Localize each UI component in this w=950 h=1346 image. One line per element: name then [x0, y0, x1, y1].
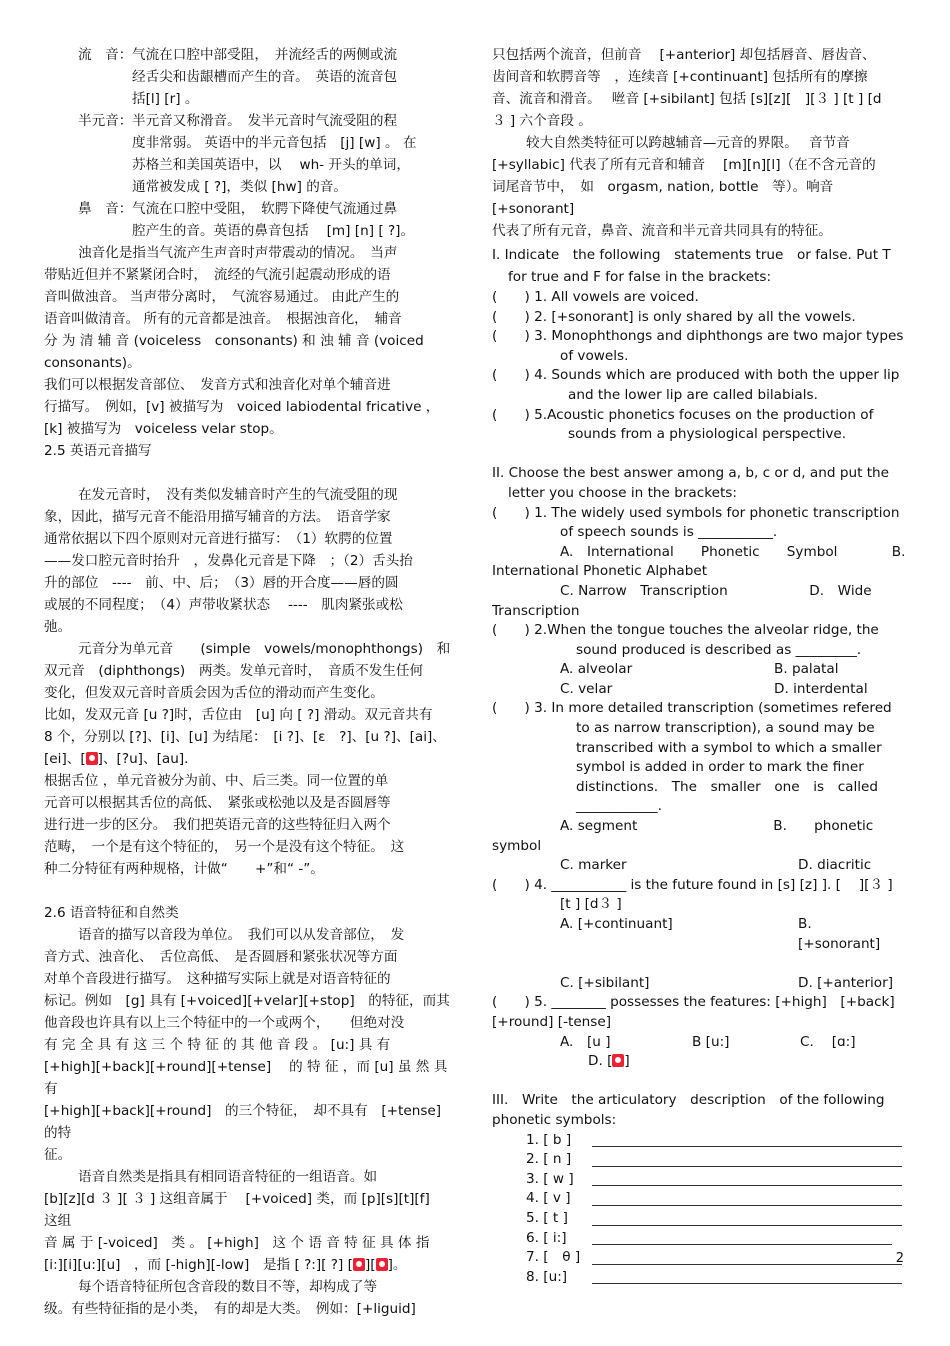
answer-line-row: [492, 1248, 906, 1268]
text-line: 标记。例如 [g] 具有 [+voiced][+velar][+stop] 的特征，而其: [44, 993, 450, 1009]
text-line: [ei]、[ ]、[?u]、[au].: [44, 751, 189, 767]
mc-option: A. segment B. phonetic: [560, 818, 874, 835]
answer-line-row: [492, 1209, 906, 1229]
text-line: ３ ] 六个音段 。: [492, 113, 592, 129]
answer-line[interactable]: [592, 1264, 902, 1265]
mc-question-cont: transcribed with a symbol to which a smaller: [576, 739, 882, 756]
mc-option: D. diacritic: [798, 857, 872, 874]
text-line: 语音的描写以音段为单位。 我们可以从发音部位， 发: [78, 927, 405, 943]
tf-question: ( ) 4. Sounds which are produced with both the upper lip: [492, 367, 900, 384]
mc-option: C. velar: [560, 680, 613, 697]
paragraph-continuant: [492, 44, 906, 132]
answer-line[interactable]: [592, 1185, 902, 1186]
text-line: 弛。: [44, 619, 72, 635]
text-line: 8 个，分别以 [?]、[i]、[u] 为结尾： [i ?]、[ε ?]、[u ?]、[ai]、: [44, 729, 446, 745]
mc-question-cont: symbol is added in order to mark the finer: [576, 759, 864, 776]
text-line: 比如，发双元音 [u ?]时，舌位由 [u] 向 [ ?] 滑动。双元音共有: [44, 707, 433, 723]
tf-question-cont: and the lower lip are called bilabials.: [568, 386, 818, 403]
paragraph-vowel-description: [44, 484, 456, 638]
text-line: 苏格兰和美国英语中，以 wh- 开头的单词，: [132, 157, 410, 173]
mc-option-row: [492, 680, 906, 700]
text-line: 经舌尖和齿龈槽而产生的音。 英语的流音包: [132, 69, 398, 85]
text-line: 我们可以根据发音部位、 发音方式和浊音化对单个辅音进: [44, 377, 391, 393]
phonetic-symbol: 4. [ v ]: [526, 1190, 571, 1207]
paragraph-describe: [44, 374, 456, 440]
text-line: consonants)。: [44, 355, 141, 371]
phonetic-symbol: 5. [ t ]: [526, 1209, 568, 1226]
mc-question-cont: distinctions. The smaller one is called: [576, 778, 879, 795]
text-line: 在发元音时， 没有类似发辅音时产生的气流受阻的现: [78, 487, 398, 503]
term-semivowel: [44, 110, 456, 198]
term-liquid: [44, 44, 456, 110]
mc-question-cont: of speech sounds is ___________.: [560, 524, 778, 541]
phonetic-symbol: 8. [u:]: [526, 1268, 568, 1285]
tf-question-cont: of vowels.: [560, 347, 629, 364]
text-line: 语音叫做清音。 所有的元音都是浊音。 根据浊音化， 辅音: [44, 311, 402, 327]
mc-option: A. alveolar: [560, 661, 633, 678]
mc-option: D. [ ]: [588, 1053, 630, 1070]
text-line: [+high][+back][+round] 的三个特征， 却不具有 [+tense] 的特: [44, 1103, 442, 1141]
paragraph-tongue-position: [44, 770, 456, 880]
text-line: ——发口腔元音时抬升 ，发鼻化元音是下降 ；（2）舌头抬: [44, 553, 413, 569]
text-line: 征。: [44, 1147, 72, 1163]
exercise-title: III. Write the articulatory description of the following: [492, 1092, 885, 1109]
text-line: 通常依据以下四个原则对元音进行描写： （1）软腭的位置: [44, 531, 393, 547]
text-line: 级。有些特征指的是小类， 有的却是大类。 例如：[+liguid]: [44, 1301, 416, 1317]
text-line: 只包括两个流音，但前音 [+anterior] 却包括唇音、唇齿音、: [492, 47, 876, 63]
mc-option-row: [492, 974, 906, 994]
paragraph-features: [44, 924, 456, 1166]
text-line: [+high][+back][+round][+tense] 的 特 征 ，而 [u] 虽 然 具 有: [44, 1059, 448, 1097]
mc-question-cont: [t ] [d３ ]: [560, 896, 622, 913]
text-line: 较大自然类特征可以跨越辅音—元音的界限。 音节音: [526, 135, 850, 151]
mc-option: C. [ɑ:]: [800, 1033, 856, 1050]
mc-option: A. [u ]: [560, 1033, 611, 1050]
broken-glyph-icon: [376, 1258, 388, 1271]
term-key: 鼻 音：: [78, 201, 133, 217]
mc-question-cont: to as narrow transcription), a sound may be: [576, 720, 875, 737]
answer-line[interactable]: [592, 1146, 902, 1147]
text-line: 行描写。 例如，[v] 被描写为 voiced labiodental fricative ，: [44, 399, 440, 415]
text-line: 音、流音和滑音。 咝音 [+sibilant] 包括 [s][z][ ][３ ] [t ] [d: [492, 91, 882, 107]
mc-option-row: [492, 856, 906, 876]
mc-option: A. [+continuant]: [560, 916, 673, 932]
mc-question-cont: ____________.: [576, 798, 662, 815]
text-line: [+syllabic] 代表了所有元音和辅音 [m][n][l]（在不含元音的: [492, 157, 876, 173]
text-line: 进行进一步的区分。 我们把英语元音的这些特征归入两个: [44, 817, 391, 833]
mc-option: International Phonetic Alphabet: [492, 563, 708, 580]
answer-line-row: [492, 1229, 906, 1249]
tf-question-cont: sounds from a physiological perspective.: [568, 426, 847, 443]
mc-question-cont: [+round] [-tense]: [492, 1013, 612, 1030]
term-key: 半元音：: [78, 113, 133, 129]
text-line: 度非常弱。 英语中的半元音包括 [j] [w] 。 在: [132, 135, 417, 151]
text-line: 齿间音和软腭音等 ，连续音 [+continuant] 包括所有的摩擦: [492, 69, 868, 85]
text-line: 元音可以根据其舌位的高低、 紧张或松弛以及是否圆唇等: [44, 795, 391, 811]
text-line: [k] 被描写为 voiceless velar stop。: [44, 421, 283, 437]
text-line: 每个语音特征所包含音段的数目不等，却构成了等: [78, 1279, 378, 1295]
mc-option: symbol: [492, 837, 542, 854]
mc-option: B. [+sonorant]: [798, 916, 881, 952]
paragraph-natural-class: [44, 1166, 456, 1276]
text-line: 分 为 清 辅 音 (voiceless consonants) 和 浊 辅 音 (voiced: [44, 333, 424, 349]
text-line: 浊音化是指当气流产生声音时声带震动的情况。 当声: [78, 245, 398, 261]
mc-option: D. interdental: [774, 680, 868, 697]
text-line: 他音段也许具有以上三个特征中的一个或两个， 但绝对没: [44, 1015, 405, 1031]
text-line: 语音自然类是指具有相同语音特征的一组语音。如: [78, 1169, 378, 1185]
mc-option: Transcription: [492, 602, 580, 619]
exercise-part-3: [492, 1091, 906, 1287]
mc-option: B [u:]: [692, 1033, 730, 1050]
mc-option: A. International Phonetic Symbol B.: [560, 543, 906, 560]
mc-option: C. marker: [560, 857, 627, 874]
text-line: [b][z][d ３ ][ ３ ] 这组音属于 [+voiced] 类，而 [p][s][t][f] 这组: [44, 1191, 444, 1229]
answer-line-row: [492, 1189, 906, 1209]
tf-question: ( ) 3. Monophthongs and diphthongs are two major types: [492, 328, 904, 345]
right-column: [492, 44, 906, 1287]
text-line: [i:][i][u:][u] ，而 [-high][-low] 是指 [ ?:][ ?] [ ][ ]。: [44, 1257, 407, 1273]
text-line: 腔产生的音。英语的鼻音包括 [m] [n] [ ?]。: [132, 223, 415, 239]
page-number: 2: [895, 1251, 904, 1266]
text-line: 双元音 (diphthongs) 两类。发单元音时， 音质不发生任何: [44, 663, 424, 679]
exercise-title: phonetic symbols:: [492, 1111, 617, 1128]
answer-line[interactable]: [592, 1166, 902, 1167]
mc-question: ( ) 2.When the tongue touches the alveolar ridge, the: [492, 622, 879, 639]
text-line: 音方式、浊音化、 舌位高低、 是否圆唇和紧张状况等方面: [44, 949, 398, 965]
mc-option: D. [+anterior]: [798, 974, 894, 991]
text-line: 种二分特征有两种规格，计做“ +”和“ -”。: [44, 861, 324, 877]
mc-question: ( ) 5. ________ possesses the features: [+high] [+back]: [492, 994, 895, 1011]
text-line: 象，因此，描写元音不能沿用描写辅音的方法。 语音学家: [44, 509, 391, 525]
answer-line-row: [492, 1170, 906, 1190]
mc-option: C. [+sibilant]: [560, 974, 650, 991]
exercise-title: I. Indicate the following statements true or false. Put T: [492, 247, 891, 263]
text-line: 带贴近但并不紧紧闭合时， 流经的气流引起震动形成的语: [44, 267, 391, 283]
text-line: 变化，但发双元音时音质会因为舌位的滑动而产生变化。: [44, 685, 384, 701]
answer-line[interactable]: [592, 1283, 902, 1284]
section-heading-2-6: 2.6 语音特征和自然类: [44, 905, 179, 921]
text-line: 气流在口腔中受阻， 软腭下降使气流通过鼻: [132, 201, 398, 217]
paragraph-syllabic: [492, 132, 906, 242]
exercise-part-1: [492, 244, 906, 445]
section-heading-2-5: 2.5 英语元音描写: [44, 443, 152, 459]
exercise-part-2: [492, 464, 906, 1071]
mc-question: ( ) 3. In more detailed transcription (sometimes refered: [492, 700, 892, 717]
mc-option-row: [492, 1033, 906, 1053]
mc-option-row: [492, 660, 906, 680]
answer-line[interactable]: [592, 1205, 902, 1206]
text-line: 升的部位 ---- 前、中、后； （3）唇的开合度——唇的圆: [44, 575, 399, 591]
exercise-title: for true and F for false in the brackets:: [508, 269, 772, 285]
exercise-title: letter you choose in the brackets:: [508, 484, 737, 501]
text-line: 或展的不同程度； （4）声带收紧状态 ---- 肌肉紧张或松: [44, 597, 403, 613]
tf-question: ( ) 2. [+sonorant] is only shared by all the vowels.: [492, 308, 856, 325]
text-line: 音 属 于 [-voiced] 类 。 [+high] 这 个 语 音 特 征 具 体 指: [44, 1235, 430, 1251]
answer-line-row: [492, 1131, 906, 1151]
text-line: 通常被发成 [ ?]，类似 [hw] 的音。: [132, 179, 347, 195]
paragraph-count: [44, 1276, 456, 1320]
text-line: 范畴， 一个是有这个特征的， 另一个是没有这个特征。 这: [44, 839, 405, 855]
term-nasal: [44, 198, 456, 242]
answer-line-row: [492, 1268, 906, 1288]
left-column: [44, 44, 456, 1320]
exercise-title: II. Choose the best answer among a, b, c or d, and put the: [492, 465, 890, 482]
text-line: 半元音又称滑音。 发半元音时气流受阻的程: [132, 113, 398, 129]
text-line: 元音分为单元音 (simple vowels/monophthongs) 和: [78, 641, 451, 657]
text-line: 括[l] [r] 。: [132, 91, 199, 107]
text-line: 代表了所有元音，鼻音、流音和半元音共同具有的特征。: [492, 223, 832, 239]
answer-line[interactable]: [592, 1244, 892, 1245]
broken-glyph-icon: [612, 1054, 624, 1067]
answer-line-row: [492, 1150, 906, 1170]
text-line: 音叫做浊音。 当声带分离时， 气流容易通过。 由此产生的: [44, 289, 400, 305]
tf-question: ( ) 5.Acoustic phonetics focuses on the production of: [492, 406, 874, 423]
mc-question: ( ) 4. ___________ is the future found in [s] [z] ]. [ ][３ ]: [492, 876, 893, 893]
text-line: 词尾音节中， 如 orgasm, nation, bottle 等）。响音 [+sonorant]: [492, 179, 834, 217]
phonetic-symbol: 1. [ b ]: [526, 1131, 572, 1148]
text-line: 有 完 全 具 有 这 三 个 特 征 的 其 他 音 段 。 [u:] 具 有: [44, 1037, 391, 1053]
text-line: 气流在口腔中部受阻， 并流经舌的两侧或流: [132, 47, 398, 63]
text-line: 对单个音段进行描写。 这种描写实际上就是对语音特征的: [44, 971, 391, 987]
paragraph-voicing: [44, 242, 456, 374]
mc-option: C. Narrow Transcription D. Wide: [560, 582, 872, 599]
mc-question: ( ) 1. The widely used symbols for phonetic transcription: [492, 504, 900, 521]
phonetic-symbol: 2. [ n ]: [526, 1151, 572, 1168]
mc-option-row: [492, 915, 906, 954]
phonetic-symbol: 3. [ w ]: [526, 1170, 574, 1187]
tf-question: ( ) 1. All vowels are voiced.: [492, 289, 699, 305]
phonetic-symbol: 7. [ θ ]: [526, 1249, 581, 1266]
broken-glyph-icon: [353, 1258, 365, 1271]
phonetic-symbol: 6. [ i:]: [526, 1229, 567, 1246]
text-line: 根据舌位 ，单元音被分为前、中、后三类。同一位置的单: [44, 773, 389, 789]
paragraph-monophthongs: [44, 638, 456, 770]
term-key: 流 音：: [78, 47, 133, 63]
broken-glyph-icon: [86, 752, 98, 765]
mc-question-cont: sound produced is described as _________.: [576, 641, 862, 658]
answer-line[interactable]: [592, 1225, 902, 1226]
mc-option: B. palatal: [774, 661, 839, 678]
